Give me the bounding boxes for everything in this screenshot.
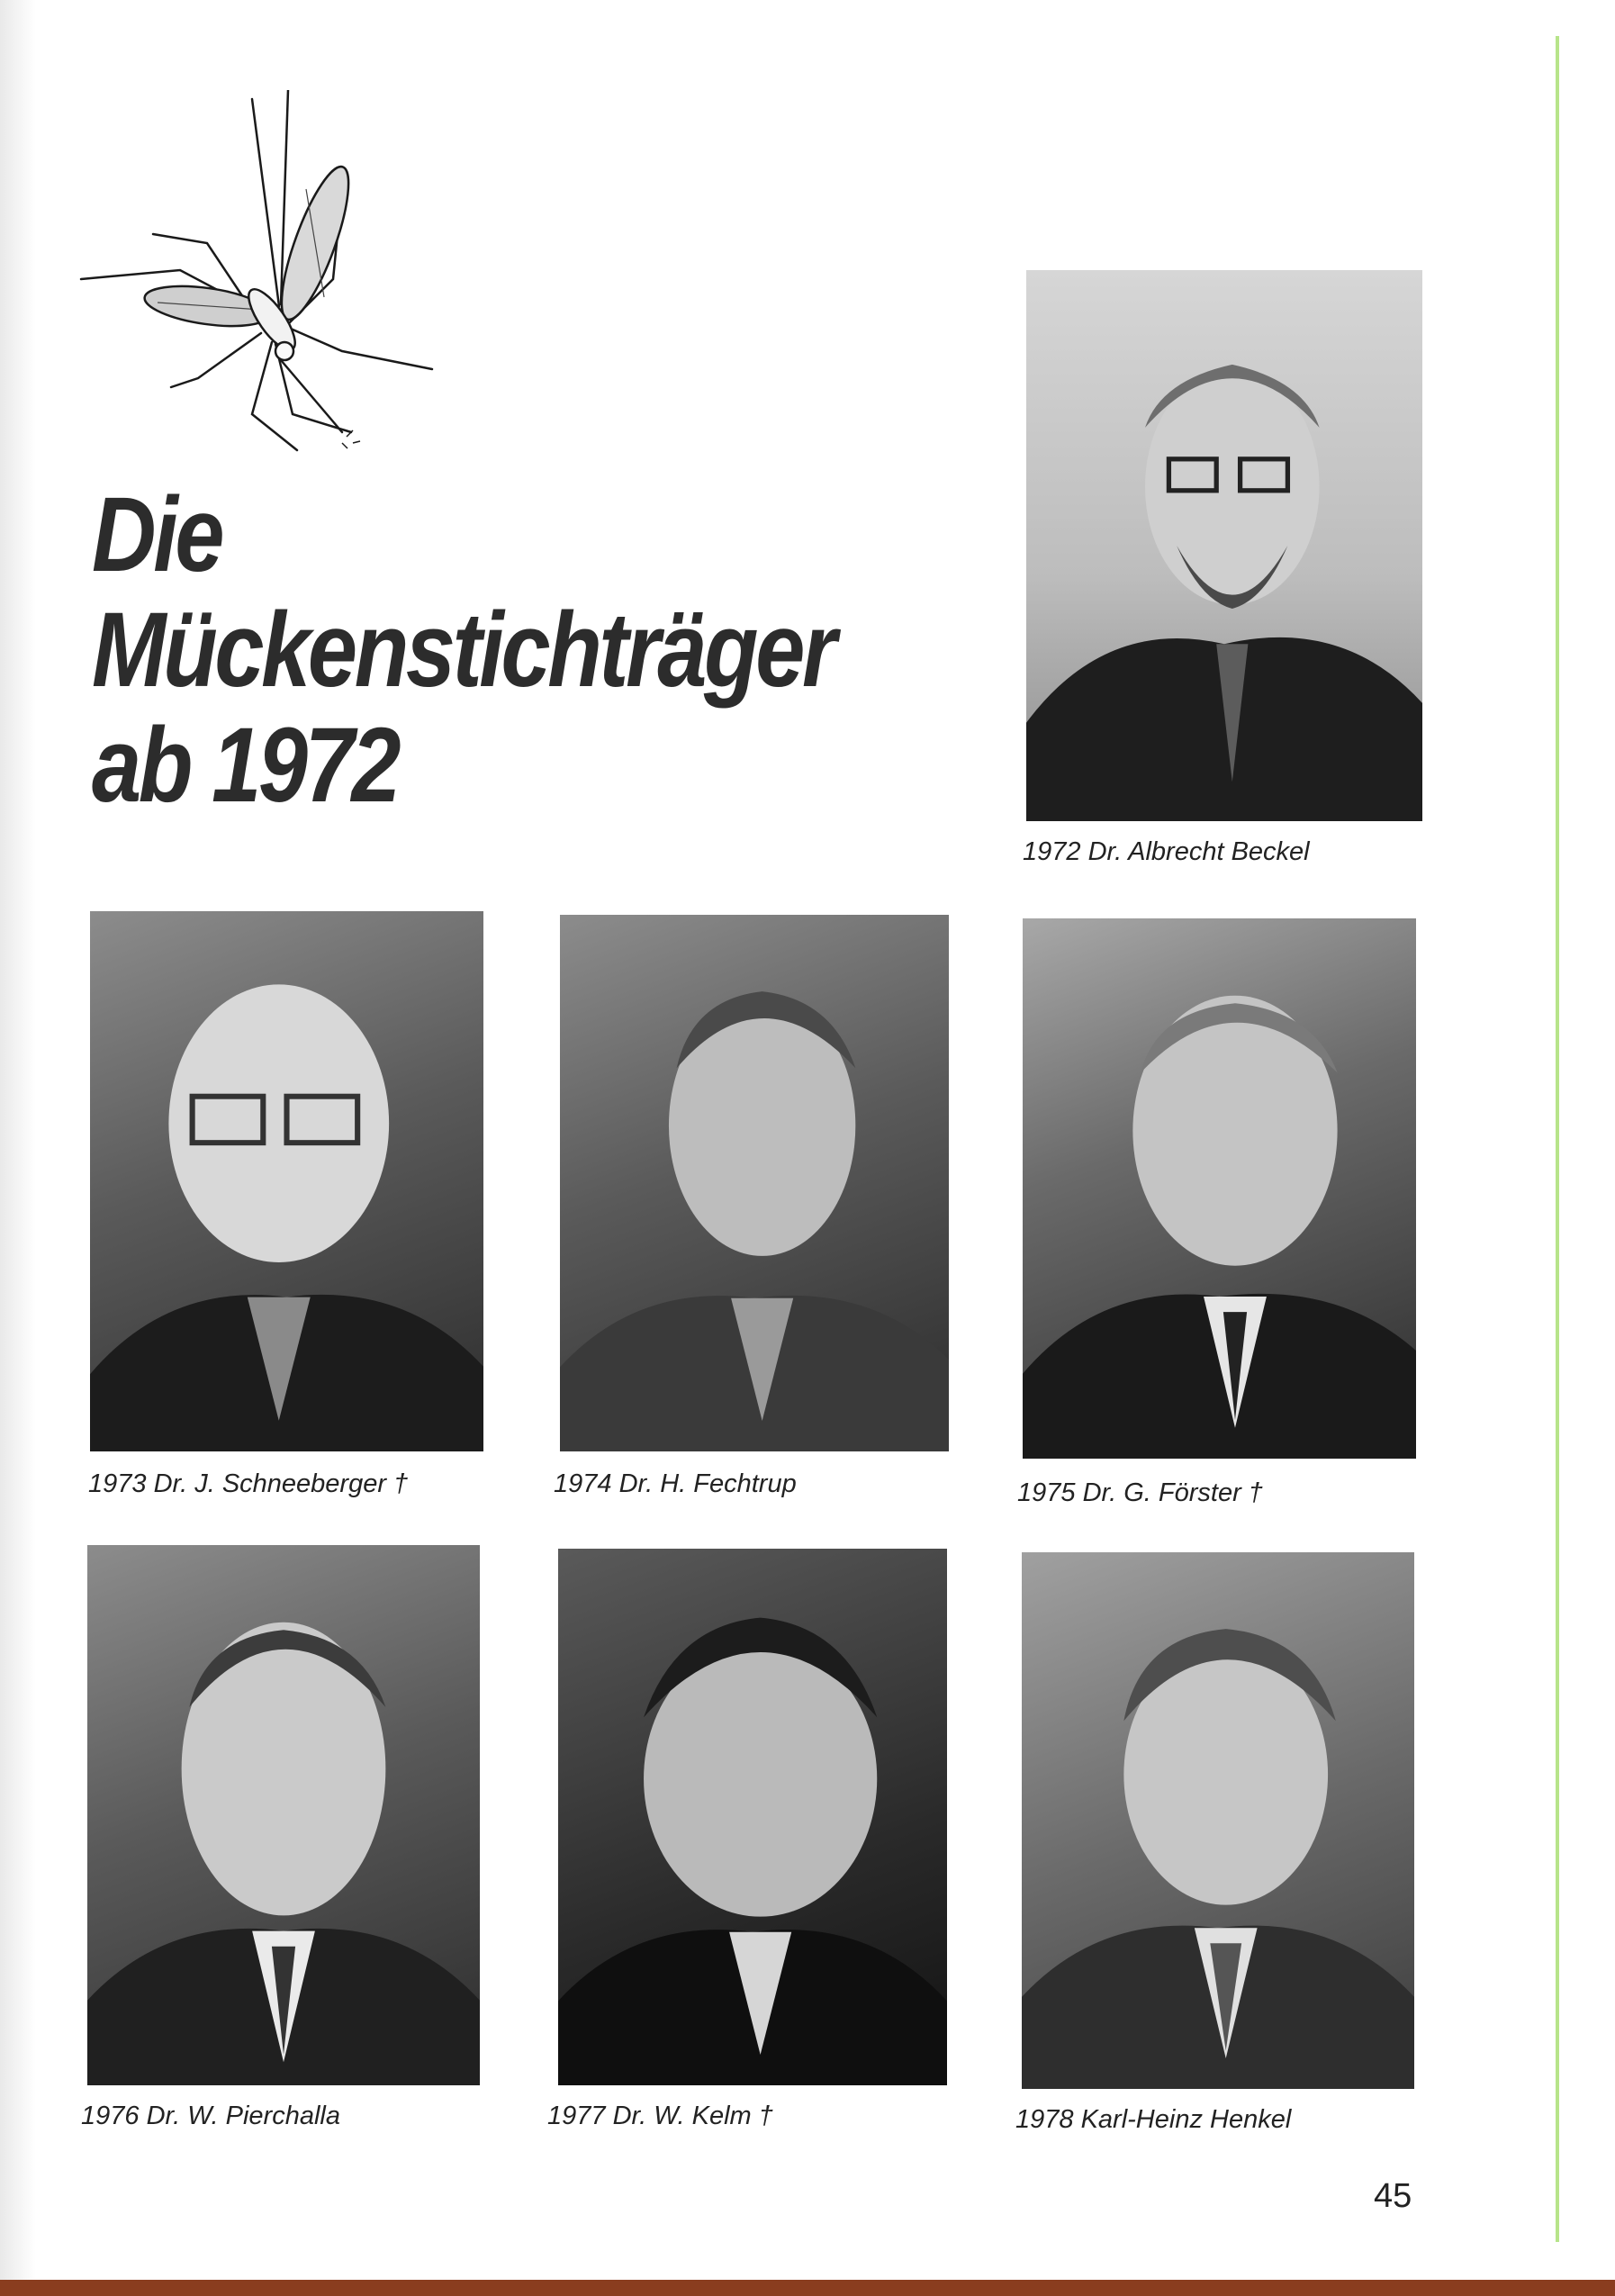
portrait-photo-1975 [1023, 918, 1416, 1459]
portrait-caption-1978: 1978 Karl-Heinz Henkel [1015, 2105, 1292, 2134]
page-edge-accent [1556, 36, 1559, 2242]
title-line-3: ab 1972 [92, 706, 399, 825]
page-title [92, 477, 834, 823]
portrait-photo-1977 [558, 1549, 947, 2085]
portrait-caption-1974: 1974 Dr. H. Fechtrup [554, 1469, 797, 1498]
title-line-2: Mückenstichträger [92, 591, 835, 710]
title-line-1: Die [92, 475, 222, 594]
portrait-photo-1978 [1022, 1552, 1414, 2089]
page-bottom-edge [0, 2280, 1615, 2296]
portrait-photo-1976 [87, 1545, 480, 2085]
portrait-photo-1974 [560, 915, 949, 1451]
portrait-photo-1972 [1026, 270, 1422, 821]
mosquito-illustration [72, 90, 450, 468]
page-number: 45 [1374, 2177, 1412, 2215]
portrait-caption-1976: 1976 Dr. W. Pierchalla [81, 2102, 340, 2130]
portrait-caption-1977: 1977 Dr. W. Kelm † [547, 2102, 773, 2130]
portrait-caption-1972: 1972 Dr. Albrecht Beckel [1023, 837, 1310, 866]
page-binding-shadow [0, 0, 36, 2296]
portrait-caption-1975: 1975 Dr. G. Förster † [1017, 1478, 1263, 1507]
portrait-caption-1973: 1973 Dr. J. Schneeberger † [88, 1469, 409, 1498]
portrait-photo-1973 [90, 911, 483, 1451]
